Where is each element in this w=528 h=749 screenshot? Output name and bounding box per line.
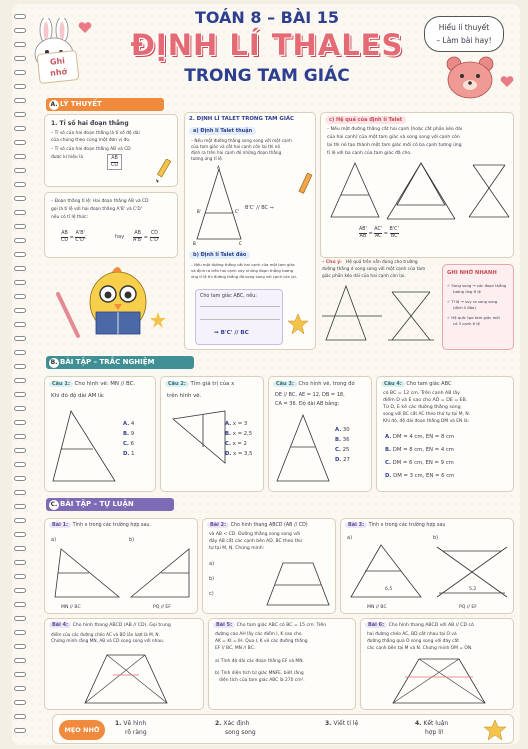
cor-e1: AB'	[359, 227, 367, 232]
q3-text-1: Cho hình vẽ, trong đó	[298, 381, 355, 387]
q2-option-c[interactable]: C. x = 2	[225, 441, 247, 447]
spiral-ring	[14, 574, 26, 579]
b2-head	[207, 522, 308, 528]
tip-4-b: hợp lí!	[425, 729, 444, 736]
spiral-ring	[14, 126, 26, 131]
talet-a-1: – Nếu một đường thẳng song song với một cạnh	[191, 138, 292, 143]
q4-text-6: Khi đó, độ dài đoạn thẳng DM và EN là:	[383, 419, 470, 424]
b3-figures	[347, 541, 511, 603]
spiral-ring	[14, 280, 26, 285]
proportion-eq-1: $\frac{AB}{CD}$ = $\frac{A'B'}{C'D'}$ ;	[61, 231, 87, 243]
q3-head	[273, 381, 355, 387]
spiral-ring	[14, 686, 26, 691]
q4-text-3: điểm D và E sao cho AD = DE = EB.	[383, 398, 468, 403]
spiral-ring	[14, 196, 26, 201]
svg-text:A: A	[217, 165, 220, 170]
b6-text-1: Cho hình thang ABCD với AB // CD có	[388, 623, 474, 628]
q2-b: x = 2,5	[232, 431, 253, 437]
b2-part-c: c)	[209, 591, 214, 597]
q4-option-d[interactable]: D. DM = 3 cm, EN = 6 cm	[385, 473, 455, 479]
b4-label: Bài 4:	[49, 622, 71, 628]
b3-caption-b: PQ // EF	[459, 605, 477, 610]
cor-e5: B'C'	[389, 227, 399, 232]
ratio-line-4: được kí hiệu là	[51, 155, 84, 160]
eq2-d: C'D'	[149, 237, 160, 243]
spiral-ring	[14, 378, 26, 383]
b4-text-3: Chứng minh rằng MN, AB và CD song song với nhau.	[51, 639, 165, 644]
b2-text-4: tự tại M, N. Chứng minh:	[209, 546, 265, 551]
spiral-ring	[14, 420, 26, 425]
spiral-ring	[14, 658, 26, 663]
b1-figures	[51, 545, 195, 603]
spiral-ring	[14, 546, 26, 551]
b5-part-a: a) Tính độ dài các đoạn thẳng EF và MN.	[215, 659, 304, 664]
spiral-ring	[14, 224, 26, 229]
proportion-box	[44, 192, 178, 258]
speech-bubble	[424, 16, 504, 52]
b3-label: Bài 3:	[345, 522, 367, 528]
section-b-header	[46, 356, 194, 369]
quick-item-2b: (định lí đảo)	[453, 305, 476, 310]
q4-text-2: có BC = 12 cm. Trên cạnh AB lấy	[383, 391, 460, 396]
q3-option-a[interactable]: A. 30	[335, 427, 350, 433]
b1-caption-b: PQ // EF	[153, 605, 171, 610]
section-b-title: BÀI TẬP – TRẮC NGHIỆM	[60, 358, 155, 366]
quick-memo-box	[442, 264, 514, 350]
b1-label: Bài 1:	[49, 522, 71, 528]
q2-label: Câu 2:	[165, 381, 189, 387]
spiral-ring	[14, 98, 26, 103]
talet-b-3: ứng tỉ lệ thì đường thẳng đó song song với cạnh còn lại.	[191, 274, 297, 279]
q1-option-b[interactable]: B. 9	[123, 431, 135, 437]
b6-text-2: hai đường chéo AC, BD cắt nhau tại O và	[367, 632, 457, 637]
q2-answers[interactable]	[225, 419, 252, 459]
q4-d: DM = 3 cm, EN = 6 cm	[393, 473, 455, 479]
b5-part-b-2: diện tích của tam giác ABC là 270 cm².	[219, 678, 305, 683]
b3-a: a)	[347, 535, 353, 541]
q1-option-c[interactable]: C. 6	[123, 441, 134, 447]
tip-1	[115, 719, 147, 737]
spiral-ring	[14, 350, 26, 355]
b3-value-2: 5,2	[469, 587, 477, 592]
ratio-line-2: của chúng theo cùng một đơn vị đo.	[51, 138, 131, 143]
tip-4-num: 4.	[415, 720, 422, 727]
q3-answers[interactable]	[335, 425, 350, 465]
b5-label: Bài 5:	[213, 622, 235, 628]
ratio-den: CD	[111, 162, 119, 168]
eq1-a: AB	[61, 231, 68, 236]
spiral-ring	[14, 728, 26, 733]
bear-icon	[440, 54, 504, 102]
title-main: ĐỊNH LÍ THALES	[130, 28, 404, 62]
q4-label: Câu 4:	[381, 381, 405, 387]
quick-item-3b: có 3 cạnh tỉ lệ	[453, 321, 480, 326]
tip-2-b: song song	[225, 729, 256, 736]
spiral-ring	[14, 294, 26, 299]
corollary-box	[320, 112, 514, 258]
b5-head	[213, 622, 326, 628]
q4-text-4: Từ D, E kẻ các đường thẳng song	[383, 405, 461, 410]
corollary-equation: $\frac{AB'}{AB}$ = $\frac{AC'}{AC}$ = $\frac{B'C'}{BC}$	[359, 227, 399, 239]
ratio-title: 1. Tỉ số hai đoạn thẳng	[51, 120, 129, 127]
spiral-ring	[14, 560, 26, 565]
spiral-ring	[14, 644, 26, 649]
q3-c: 25	[342, 447, 350, 453]
note-line-3: giác phần kéo dài của hai cạnh còn lại.	[322, 274, 406, 279]
b2-text-1: Cho hình thang ABCD (AB // CD)	[230, 523, 308, 528]
spiral-ring	[14, 210, 26, 215]
tips-bar	[52, 714, 514, 744]
b6-head	[365, 622, 474, 628]
spiral-ring	[14, 392, 26, 397]
b6-text-3: đường thẳng qua O song song với đáy cắt	[367, 639, 459, 644]
b3-caption-a: MN // BC	[367, 605, 387, 610]
q4-b: DM = 8 cm, EN = 4 cm	[392, 447, 454, 453]
q4-c: DM = 6 cm, EN = 9 cm	[392, 460, 454, 466]
section-c-letter: C.	[50, 500, 58, 508]
q2-figure	[165, 407, 231, 467]
spiral-ring	[14, 252, 26, 257]
b2-parts	[209, 557, 214, 602]
ratio-line-1: – Tỉ số của hai đoạn thẳng là tỉ số độ dài	[51, 131, 140, 136]
tip-3	[325, 719, 358, 728]
sticky-note	[37, 50, 80, 84]
spiral-ring	[14, 490, 26, 495]
spiral-ring	[14, 322, 26, 327]
q4-option-a[interactable]: A. DM = 4 cm, EN = 8 cm	[385, 434, 455, 440]
b5-text-1: Cho tam giác ABC có BC = 15 cm. Trên	[236, 623, 327, 628]
tip-2	[215, 719, 256, 737]
b6-figure	[389, 655, 489, 707]
cor-e4: AC	[374, 233, 382, 239]
spiral-ring	[14, 238, 26, 243]
corollary-line-1: – Nếu một đường thẳng cắt hai cạnh (hoặc cắt phần kéo dài	[327, 127, 463, 132]
spiral-ring	[14, 462, 26, 467]
spiral-ring	[14, 266, 26, 271]
eq2-a: AB	[134, 231, 141, 236]
quick-item-1b: tương ứng tỉ lệ	[453, 289, 481, 294]
pencil-icon	[153, 159, 175, 183]
corollary-line-2: của hai cạnh) của một tam giác và song song với cạnh còn	[327, 135, 460, 140]
eq2-c: A'B'	[133, 237, 143, 243]
q2-text-2: trên hình vẽ.	[167, 393, 202, 399]
section-a-title: LÝ THUYẾT	[60, 100, 102, 108]
q3-option-c[interactable]: C. 25	[335, 447, 350, 453]
spiral-ring	[14, 630, 26, 635]
section-b-letter: B.	[50, 358, 58, 366]
b4-head	[49, 622, 171, 628]
spiral-ring	[14, 406, 26, 411]
star-icon	[287, 313, 309, 335]
tip-4	[415, 719, 448, 737]
b1-a: a)	[51, 537, 57, 543]
star-icon-2	[483, 719, 507, 741]
spiral-ring	[14, 700, 26, 705]
talet-condition: B'C' // BC ⇒	[245, 205, 274, 211]
q3-option-d[interactable]: D. 27	[335, 457, 350, 463]
spiral-ring	[14, 518, 26, 523]
q4-option-c[interactable]: C. DM = 6 cm, EN = 9 cm	[385, 460, 454, 466]
b2-label: Bài 2:	[207, 522, 229, 528]
ratio-box	[44, 114, 178, 187]
b2-part-a: a)	[209, 561, 215, 567]
q3-text-3: CA = 36. Độ dài AB bằng:	[275, 401, 340, 407]
talet-converse-box	[195, 289, 283, 345]
svg-text:B': B'	[197, 209, 201, 214]
q1-figure	[49, 407, 119, 487]
q2-head	[165, 381, 234, 387]
exercise-4	[44, 618, 204, 710]
q4-option-b[interactable]: B. DM = 8 cm, EN = 4 cm	[385, 447, 454, 453]
proportion-eq-2: $\frac{AB}{A'B'}$ = $\frac{CD}{C'D'}$	[133, 231, 160, 243]
q3-a: 30	[342, 427, 350, 433]
quick-title: GHI NHỚ NHANH	[447, 270, 497, 276]
spiral-ring	[14, 308, 26, 313]
talet-a-3: định ra trên hai cạnh đó những đoạn thẳng	[191, 150, 282, 155]
tip-1-b: rõ ràng	[125, 729, 147, 736]
q1-label: Câu 1:	[49, 381, 73, 387]
heart-icon	[78, 22, 92, 34]
tip-4-a: Kết luận	[423, 720, 449, 727]
spiral-ring	[14, 364, 26, 369]
cor-e2: AB	[359, 233, 367, 239]
q1-head	[49, 381, 135, 387]
b4-figure	[81, 651, 171, 707]
spiral-ring	[14, 714, 26, 719]
bubble-line-1: Hiểu lí thuyết	[438, 23, 490, 32]
heart-icon-2	[500, 76, 514, 88]
spiral-ring	[14, 672, 26, 677]
title-top: TOÁN 8 – BÀI 15	[194, 8, 340, 27]
section-a-header	[46, 98, 164, 111]
exercise-6	[360, 618, 514, 710]
q2-d: x = 3,5	[233, 451, 253, 457]
pencil-icon-2	[297, 173, 315, 197]
q3-d: 27	[343, 457, 350, 463]
q4-text-5: song với BC cắt AC theo thứ tự tại M, N.	[383, 412, 471, 417]
cor-e3: AC'	[374, 227, 383, 232]
exercise-3	[340, 518, 514, 614]
exercise-1	[44, 518, 198, 614]
q1-text-2: Khi đó độ dài AM là:	[51, 393, 105, 399]
q1-option-d[interactable]: D. 1	[123, 451, 135, 457]
q1-c: 6	[130, 441, 134, 447]
svg-text:C: C	[239, 241, 242, 246]
b1-caption-a: MN // BC	[61, 605, 81, 610]
spiral-ring	[14, 616, 26, 621]
b5-text-3: AK = KI = IH. Qua I, K vẽ các đường thẳng	[215, 639, 308, 644]
proportion-hay: hay	[115, 234, 125, 240]
q3-label: Câu 3:	[273, 381, 297, 387]
talet-result: ⇒ B'C' // BC	[214, 330, 249, 336]
proportion-line-2: gọi là tỉ lệ với hai đoạn thẳng A'B' và C'D'	[51, 207, 142, 212]
spiral-ring	[14, 588, 26, 593]
q2-option-a[interactable]: A. x = 3	[225, 421, 248, 427]
ratio-num: AB	[111, 156, 118, 161]
q1-a: 4	[130, 421, 135, 427]
spiral-ring	[14, 504, 26, 509]
talet-figure-a	[191, 165, 247, 247]
tip-3-num: 3.	[325, 720, 332, 727]
q1-d: 1	[131, 451, 135, 457]
talet-a-4: tương ứng tỉ lệ.	[191, 156, 224, 161]
eq1-d: C'D'	[75, 237, 86, 243]
b3-head	[345, 522, 445, 528]
talet-b-1: – Nếu một đường thẳng cắt hai cạnh của một tam giác	[191, 262, 295, 267]
question-4	[376, 376, 514, 492]
corollary-figures	[325, 161, 511, 221]
b2-text-2: và AB < CD. Đường thẳng song song với	[209, 532, 300, 537]
spiral-ring	[14, 154, 26, 159]
svg-text:C': C'	[235, 209, 239, 214]
b4-text-1: Cho hình thang ABCD (AB // CD). Gọi trung	[72, 623, 171, 628]
talet-b-title: b) Định lí Talet đảo	[189, 251, 250, 259]
b1-head	[49, 522, 151, 528]
b2-figure	[263, 559, 333, 609]
q2-text-1: Tìm giá trị của x	[190, 381, 235, 387]
note-figures	[322, 284, 438, 346]
spiral-ring	[14, 112, 26, 117]
talet-box	[184, 112, 316, 350]
talet-b-2: và định ra trên hai cạnh này những đoạn thẳng tương	[191, 268, 294, 273]
b1-b: b)	[129, 537, 135, 543]
b2-part-b: b)	[209, 576, 215, 582]
b1-text: Tính x trong các trường hợp sau.	[72, 523, 151, 528]
q4-text-1: Cho tam giác ABC	[406, 381, 452, 387]
corollary-line-3: lại thì nó tạo thành một tam giác mới có ba cạnh tương ứng	[327, 143, 462, 148]
exercise-5	[208, 618, 356, 710]
spiral-ring	[14, 448, 26, 453]
eq1-b: A'B'	[75, 231, 85, 236]
q2-option-b[interactable]: B. x = 2,5	[225, 431, 253, 437]
cor-e6: BC	[390, 233, 398, 239]
talet-title: 2. ĐỊNH LÍ TALET TRONG TAM GIÁC	[189, 116, 294, 122]
q4-answers[interactable]	[385, 431, 454, 483]
question-2	[160, 376, 264, 492]
b3-value-1: 6,5	[385, 587, 393, 592]
spiral-ring	[14, 336, 26, 341]
eq1-c: CD	[61, 237, 69, 243]
spiral-ring	[14, 168, 26, 173]
quick-item-1: ✓ Song song → các đoạn thẳng	[447, 283, 507, 288]
ratio-fraction	[107, 154, 122, 170]
q1-b: 9	[130, 431, 135, 437]
b6-label: Bài 6:	[365, 622, 387, 628]
spiral-ring	[14, 182, 26, 187]
q2-a: x = 3	[232, 421, 248, 427]
q3-b: 36	[342, 437, 350, 443]
b6-text-4: các cạnh bên tại M và N. Chứng minh OM = ON.	[367, 646, 473, 651]
ratio-line-3: – Tỉ số của hai đoạn thẳng AB và CD	[51, 147, 131, 152]
q1-answers[interactable]	[123, 419, 134, 459]
question-3	[268, 376, 372, 492]
section-c-title: BÀI TẬP – TỰ LUẬN	[60, 500, 134, 508]
worksheet-page	[12, 4, 520, 745]
spiral-ring	[14, 140, 26, 145]
q2-option-d[interactable]: D. x = 3,5	[225, 451, 253, 457]
b2-text-3: đáy AB cắt các cạnh bên AD, BC theo thứ	[209, 539, 303, 544]
b4-text-2: điểm của các đường chéo AC và BD lần lượt là M, N.	[51, 632, 160, 637]
q1-option-a[interactable]: A. 4	[123, 421, 135, 427]
spiral-ring	[14, 532, 26, 537]
tips-badge: MẸO NHỚ	[59, 720, 105, 740]
proportion-line-1: – Đoạn thẳng tỉ lệ: Hai đoạn thẳng AB và CD	[51, 199, 149, 204]
title-sub: TRONG TAM GIÁC	[184, 66, 350, 86]
corollary-line-4: tỉ lệ với ba cạnh của tam giác đã cho.	[327, 151, 412, 156]
question-1	[44, 376, 156, 492]
q3-option-b[interactable]: B. 36	[335, 437, 350, 443]
proportion-line-3: nếu có tỉ lệ thức:	[51, 215, 88, 220]
talet-given: Cho tam giác ABC, nếu:	[200, 294, 257, 299]
b3-text: Tính x trong các trường hợp sau	[368, 523, 446, 528]
svg-text:B: B	[193, 241, 196, 246]
note-line-2: đường thẳng d song song với một cạnh của tam	[322, 267, 426, 272]
bubble-line-2: – Làm bài hay!	[436, 36, 492, 45]
spiral-ring	[14, 434, 26, 439]
note-label: – Chú ý:	[322, 260, 342, 265]
spiral-ring	[14, 602, 26, 607]
note-line-1: Hệ quả trên vẫn đúng cho trường	[346, 260, 418, 265]
section-a-letter: A.	[50, 100, 58, 108]
tip-2-a: Xác định	[223, 720, 250, 727]
quick-item-3: ✓ Hệ quả: tạo tam giác mới	[447, 315, 500, 320]
tip-2-num: 2.	[215, 720, 222, 727]
q3-figure	[273, 411, 333, 487]
tip-3-a: Viết tỉ lệ	[333, 720, 359, 727]
b5-text-2: đường cao AH lấy các điểm I, K sao cho	[215, 632, 302, 637]
talet-a-2: của tam giác và cắt hai cạnh còn lại thì nó	[191, 144, 281, 149]
exercise-2	[202, 518, 336, 614]
b5-text-4: EF // BC, MN // BC.	[215, 646, 256, 651]
spiral-ring	[14, 476, 26, 481]
chick-mascot-icon	[52, 262, 176, 342]
section-c-header	[46, 498, 174, 511]
q2-c: x = 2	[232, 441, 247, 447]
b3-b: b)	[433, 535, 439, 541]
tip-1-num: 1.	[115, 720, 122, 727]
q4-head	[381, 381, 451, 387]
sticky-line-2: nhớ	[49, 67, 68, 78]
q4-a: DM = 4 cm, EN = 8 cm	[392, 434, 455, 440]
tip-1-a: Vẽ hình	[123, 720, 147, 727]
b5-part-b-1: b) Tính diện tích tứ giác MNFE, biết rằng	[215, 671, 304, 676]
talet-a-title: a) Định lí Talet thuận	[189, 127, 256, 135]
q1-text-1: Cho hình vẽ: MN // BC.	[74, 381, 136, 387]
talet-ratios	[200, 306, 280, 320]
sticky-line-1: Ghi	[49, 56, 66, 67]
eq2-b: CD	[150, 231, 158, 236]
corollary-title: c) Hệ quả của định lí Talet	[325, 116, 406, 124]
quick-item-2: ✓ Tỉ lệ → suy ra song song	[447, 299, 498, 304]
q3-text-2: DE // BC, AE = 12, DB = 18,	[275, 392, 345, 398]
